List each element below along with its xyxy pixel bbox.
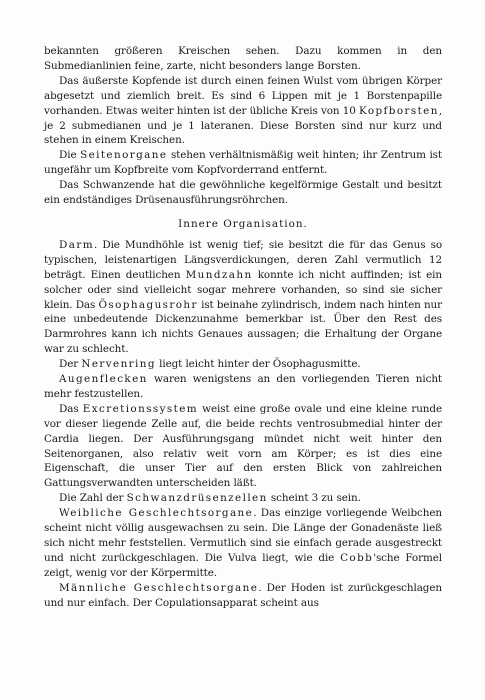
text-run: . Die Mundhöhle ist wenig tief; sie besitzt die für das Genus so typischen, leistenartigen Längsverdickungen, deren Zahl vermutlich 12 beträgt. Einen deutlichen [44,238,442,281]
spaced-term: Kopfborsten [358,104,439,117]
spaced-term: Schwanzdrüsenzellen [126,492,268,505]
text-run: . Der Hoden ist zurückgeschlagen und nur einfach. Der Copulationsapparat scheint aus [44,581,443,609]
paragraph [44,506,442,581]
spaced-term: Augenflecken [59,373,148,386]
spaced-term: Ösophagusrohr [98,298,198,311]
text-run: weist eine große ovale und eine kleine runde vor dieser liegende Zelle auf, die beide rechts ventrosubmedial hinter der Cardia liegen. Der Ausführungsgang mündet nicht weit hinter den Seitenorganen, also relativ weit vorn am Körper; es ist dies eine Eigenschaft, die unser Tier auf den ersten Blick von zahlreichen Gattungsverwandten unterscheiden läßt. [44,402,442,490]
spaced-term: Weibliche Geschlechtsorgane [59,507,254,520]
section-heading [44,217,442,232]
spaced-term: Mundzahn [185,268,253,281]
text-run: stehen verhältnismäßig weit hinten; ihr Zentrum ist ungefähr um Kopfbreite vom Kopfvorderrand entfernt. [44,149,442,177]
paragraph [44,148,442,178]
text-run: konnte ich nicht auffinden; ist ein solcher oder sind vielleicht sogar mehrere vorhanden, so sind sie sicher klein. Das [44,268,442,311]
paragraph [44,44,442,74]
paragraph [44,238,442,357]
paragraph [44,372,442,402]
spaced-term: Cobb [340,551,374,564]
spaced-term: Nervenring [81,358,156,371]
text-run: waren wenigstens an den vorliegenden Tieren nicht mehr festzustellen. [44,373,442,400]
paragraph [44,491,442,506]
paragraph [44,178,442,208]
text-run: Das äußerste Kopfende ist durch einen feinen Wulst vom übrigen Körper abgesetzt und ziemlich breit. Es sind 6 Lippen mit je 1 Borstenpapille vorhanden. Etwas weiter hinten ist der übliche Kreis von 10 [44,74,442,117]
text-run: bekannten größeren Kreischen sehen. Dazu kommen in den Submedianlinien feine, zarte, nicht besonders lange Borsten. [44,45,442,72]
text-run: Innere Organisation. [178,217,308,230]
text-run: . Das einzige vorliegende Weibchen scheint nicht völlig ausgewachsen zu sein. Die Länge der Gonadenäste ließ sich nicht mehr feststellen. Vermutlich sind sie einfach gerade ausgestreckt und nicht zurückgeschlagen. Die Vulva liegt, wie die [44,507,442,564]
text-run: liegt leicht hinter der Ösophagusmitte. [155,358,361,371]
spaced-term: Darm [59,238,94,251]
text-run: ist beinahe zylindrisch, indem nach hinten nur eine unbedeutende Dickenzunahme bemerkbar ist. Über den Rest des Darmrohres kann ich nichts Genaues aussagen; die Erhaltung der Organe war zu schlecht. [44,298,442,356]
paragraph [44,357,442,372]
paragraph [44,74,442,149]
text-run: Das Schwanzende hat die gewöhnliche kegelförmige Gestalt und besitzt ein endständiges Drüsenausführungsröhrchen. [44,179,442,207]
page-text-body [44,44,442,611]
spaced-term: Excretionssystem [82,402,199,415]
text-run: Das [59,402,83,415]
text-run: 'sche Formel zeigt, wenig vor der Körpermitte. [44,551,442,579]
paragraph [44,402,442,491]
spaced-term: Männliche Geschlechtsorgane [59,581,259,594]
paragraph [44,581,442,611]
text-run: Die Zahl der [59,492,127,505]
text-run: scheint 3 zu sein. [267,492,361,505]
text-run: Die [59,149,81,162]
text-run: Der [59,358,82,371]
spaced-term: Seitenorgane [80,149,168,162]
text-run: , je 2 submedianen und je 1 lateranen. Diese Borsten sind nur kurz und stehen in einem Kreischen. [44,104,442,147]
